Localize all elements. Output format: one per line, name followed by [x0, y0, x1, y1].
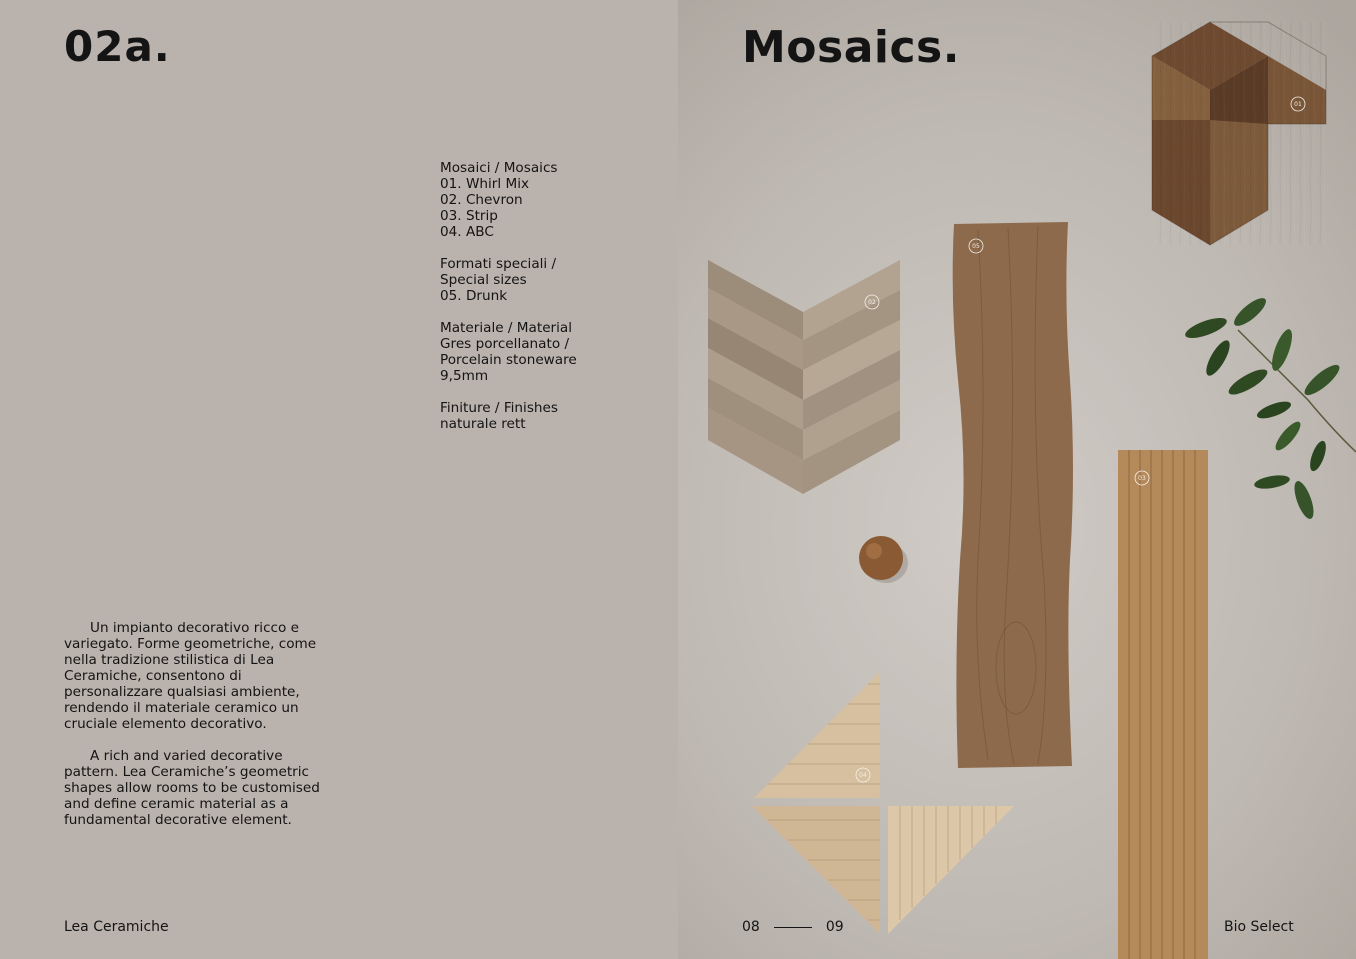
- right-page: [678, 0, 1356, 959]
- spec-line: 03. Strip: [440, 208, 498, 224]
- page-numbers: [742, 919, 844, 935]
- spec-block-mosaics: [440, 160, 660, 240]
- leaf: [1268, 327, 1296, 373]
- strip-label: 03: [1138, 475, 1146, 482]
- leaf: [1202, 337, 1234, 379]
- spec-block-special-sizes: [440, 256, 660, 304]
- footer-collection: Bio Select: [1224, 919, 1294, 935]
- spec-line: 9,5mm: [440, 368, 489, 384]
- spread-title: Mosaics.: [742, 22, 960, 73]
- leaf: [1291, 479, 1318, 521]
- leaf: [1255, 398, 1293, 422]
- spec-block-material: [440, 320, 660, 384]
- chevron-label: 02: [868, 299, 876, 306]
- section-number: 02a.: [64, 22, 171, 71]
- leaf: [1253, 473, 1291, 491]
- product-photo: [678, 0, 1356, 959]
- spec-line: naturale rett: [440, 416, 526, 432]
- plant-sprig: [1183, 294, 1356, 521]
- drunk-tile: [953, 222, 1073, 768]
- whirl-mix-tile: [1152, 22, 1326, 245]
- spec-line: Materiale / Material: [440, 320, 573, 336]
- drunk-label: 05: [972, 243, 980, 250]
- spec-line: Finiture / Finishes: [440, 400, 558, 416]
- leaf: [1183, 314, 1229, 342]
- spec-line: Porcelain stoneware: [440, 352, 577, 368]
- spec-list: [440, 160, 660, 448]
- abc-triangle-right: [888, 806, 1014, 934]
- knob-highlight: [866, 543, 882, 559]
- page-number-left: 08: [742, 919, 760, 935]
- footer-brand: Lea Ceramiche: [64, 919, 169, 935]
- intro-paragraph-italian: Un impianto decorativo ricco e variegato. Forme geometriche, come nella tradizione stilistica di Lea Ceramiche, consentono di personalizzare qualsiasi ambiente, rendendo il materiale ceramico un cruciale elemento decorativo.: [64, 620, 317, 732]
- spec-line: 01. Whirl Mix: [440, 176, 530, 192]
- abc-triangle-left: [752, 806, 880, 934]
- abc-triangle-top: [754, 672, 880, 798]
- chevron-tile: [708, 260, 900, 494]
- spec-line: Mosaici / Mosaics: [440, 160, 558, 176]
- leaf: [1272, 418, 1304, 453]
- drunk-plank: [953, 222, 1073, 768]
- wooden-knob: [859, 536, 908, 583]
- spec-line: 04. ABC: [440, 224, 494, 240]
- spec-line: 02. Chevron: [440, 192, 523, 208]
- leaf: [1230, 294, 1270, 330]
- spec-line: 05. Drunk: [440, 288, 508, 304]
- leaf: [1225, 365, 1270, 399]
- leaf: [1307, 439, 1329, 473]
- spec-line: Formati speciali /: [440, 256, 557, 272]
- spec-block-finishes: [440, 400, 660, 432]
- spec-line: Special sizes: [440, 272, 527, 288]
- strip-tile: [1118, 450, 1208, 959]
- spec-line: Gres porcellanato /: [440, 336, 570, 352]
- page-number-divider: [774, 927, 812, 928]
- knob-body: [859, 536, 903, 580]
- leaf: [1301, 360, 1344, 399]
- page-number-right: 09: [825, 919, 844, 935]
- intro-text: [64, 620, 334, 844]
- whirl-mix-grain: [1152, 22, 1326, 245]
- intro-paragraph-english: A rich and varied decorative pattern. Lea Ceramiche’s geometric shapes allow rooms to be customised and define ceramic material as a fundamental decorative element.: [64, 748, 320, 828]
- whirl-mix-label: 01: [1294, 101, 1302, 108]
- abc-label: 04: [859, 772, 867, 779]
